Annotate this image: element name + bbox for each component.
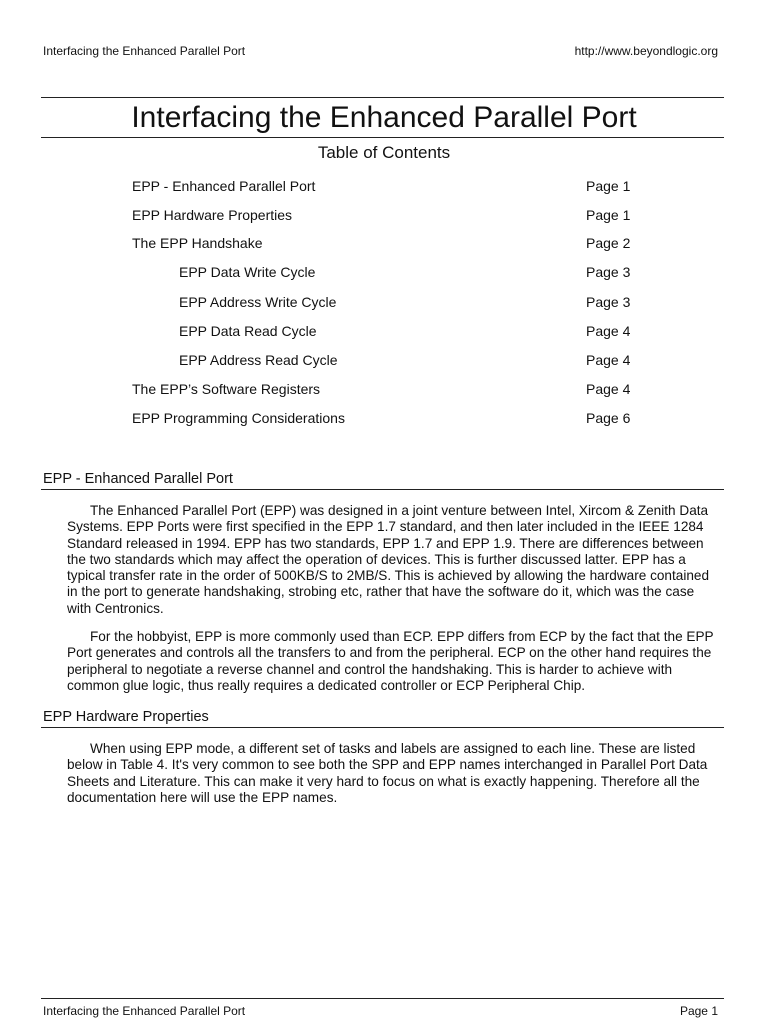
toc-item xyxy=(0,235,768,255)
toc-item-page: Page 3 xyxy=(586,294,631,310)
toc-item xyxy=(0,294,768,314)
toc-item-page: Page 1 xyxy=(586,207,631,223)
toc-item xyxy=(0,207,768,227)
section-heading: EPP Hardware Properties xyxy=(43,709,209,725)
toc-item xyxy=(0,352,768,372)
body-paragraph: When using EPP mode, a different set of tasks and labels are assigned to each line. These are listed below in Table 4. It's very common to see both the SPP and EPP names interchanged in Parallel Port Data Sheets and Literature. This can make it very hard to focus on what is exactly happening. Therefore all the documentation here will use the EPP names. xyxy=(67,741,708,805)
toc-item-page: Page 4 xyxy=(586,323,631,339)
body-paragraph: The Enhanced Parallel Port (EPP) was designed in a joint venture between Intel, Xircom & Zenith Data Systems. EPP Ports were first specified in the EPP 1.7 standard, and then later included in the IEEE 1284 Standard released in 1994. EPP has two standards, EPP 1.7 and EPP 1.9. There are differences between the two standards which may affect the operation of devices. This is further discussed latter. EPP has a typical transfer rate in the order of 500KB/S to 2MB/S. This is achieved by allowing the hardware contained in the port to generate handshaking, strobing etc, rather that have the software do it, which was the case with Centronics. xyxy=(67,503,710,616)
section-rule xyxy=(41,489,724,490)
toc-item-page: Page 3 xyxy=(586,264,631,280)
title-top-rule xyxy=(41,97,724,98)
toc-item-label: The EPP’s Software Registers xyxy=(132,381,321,397)
header-url: http://www.beyondlogic.org xyxy=(574,44,718,58)
toc-item-label: EPP Address Read Cycle xyxy=(179,352,338,368)
footer-rule xyxy=(41,998,724,999)
toc-item-label: EPP Data Read Cycle xyxy=(179,323,317,339)
footer-document-title: Interfacing the Enhanced Parallel Port xyxy=(43,1004,246,1018)
toc-item xyxy=(0,323,768,343)
toc-item xyxy=(0,381,768,401)
body-paragraph: For the hobbyist, EPP is more commonly used than ECP. EPP differs from ECP by the fact that the EPP Port generates and controls all the transfers to and from the peripheral. ECP on the other hand requires the peripheral to negotiate a reverse channel and control the handshaking. This is harder to achieve with common glue logic, thus really requires a dedicated controller or ECP Peripheral Chip. xyxy=(67,629,714,693)
toc-item-label: EPP - Enhanced Parallel Port xyxy=(132,178,316,194)
toc-item xyxy=(0,410,768,430)
toc-item-page: Page 4 xyxy=(586,381,631,397)
toc-item-label: EPP Address Write Cycle xyxy=(179,294,337,310)
toc-item xyxy=(0,264,768,284)
title-bottom-rule xyxy=(41,137,724,138)
header-document-title: Interfacing the Enhanced Parallel Port xyxy=(43,44,246,58)
toc-item-label: The EPP Handshake xyxy=(132,235,263,251)
toc-item xyxy=(0,178,768,198)
toc-item-label: EPP Hardware Properties xyxy=(132,207,293,223)
section-heading: EPP - Enhanced Parallel Port xyxy=(43,471,233,487)
toc-item-page: Page 2 xyxy=(586,235,631,251)
toc-item-page: Page 6 xyxy=(586,410,631,426)
toc-item-label: EPP Data Write Cycle xyxy=(179,264,316,280)
toc-item-page: Page 1 xyxy=(586,178,631,194)
section-rule xyxy=(41,727,724,728)
page-title: Interfacing the Enhanced Parallel Port xyxy=(131,101,637,134)
toc-item-label: EPP Programming Considerations xyxy=(132,410,345,426)
toc-heading: Table of Contents xyxy=(317,143,451,162)
toc-item-page: Page 4 xyxy=(586,352,631,368)
footer-page-number: Page 1 xyxy=(679,1004,718,1018)
